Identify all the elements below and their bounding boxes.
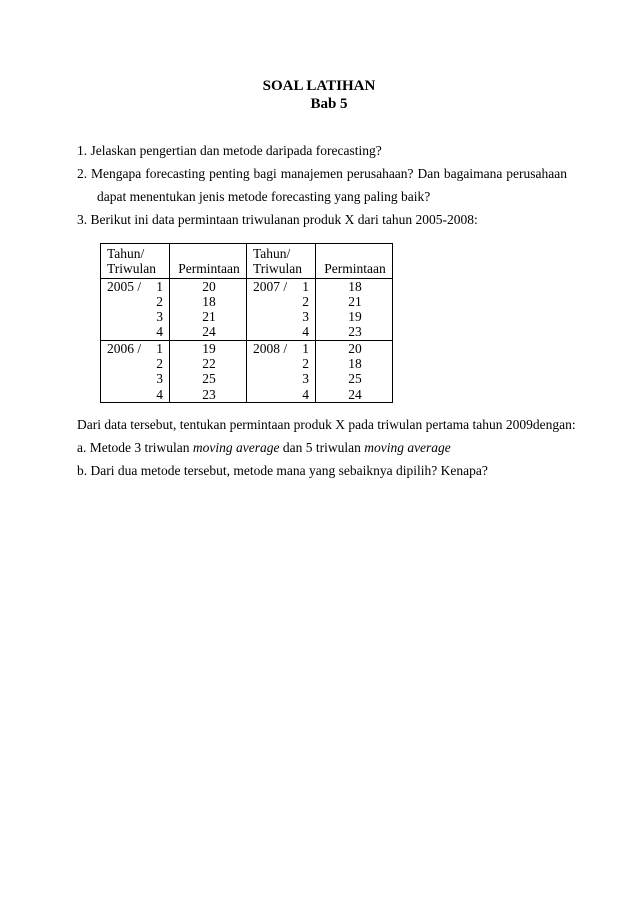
instruction-a-prefix: a. Metode 3 triwulan	[77, 440, 193, 455]
cell-year-quarter-right	[247, 387, 316, 403]
header-text: Tahun/	[107, 246, 145, 261]
cell-year-quarter-right	[247, 371, 316, 386]
cell-year: 2005 /	[107, 278, 142, 294]
cell-quarter: 3	[156, 371, 163, 387]
cell-demand-left: 22	[170, 356, 247, 371]
cell-quarter: 1	[302, 278, 309, 294]
cell-quarter: 1	[302, 340, 309, 356]
cell-quarter: 1	[156, 340, 163, 356]
header-permintaan-right	[316, 244, 393, 279]
cell-demand-left: 21	[170, 309, 247, 324]
document-title: SOAL LATIHAN	[262, 78, 376, 94]
cell-year-quarter-left	[101, 356, 170, 371]
cell-quarter: 4	[156, 386, 163, 402]
cell-quarter: 2	[302, 293, 309, 309]
table-body	[101, 278, 393, 402]
cell-year-quarter-left	[101, 387, 170, 403]
cell-quarter: 4	[302, 324, 309, 340]
cell-year-quarter-right	[247, 324, 316, 340]
title-block	[0, 77, 638, 113]
instruction-a	[77, 440, 567, 456]
cell-quarter: 3	[302, 371, 309, 387]
cell-demand-right: 18	[316, 278, 393, 294]
cell-year-quarter-right	[247, 340, 316, 356]
table-row	[101, 278, 393, 294]
table-row	[101, 340, 393, 356]
cell-demand-right: 18	[316, 356, 393, 371]
cell-year-quarter-left	[101, 324, 170, 340]
document-subtitle: Bab 5	[310, 96, 348, 112]
cell-demand-right: 24	[316, 387, 393, 403]
cell-year-quarter-left	[101, 371, 170, 386]
cell-year: 2007 /	[253, 278, 288, 294]
table-row	[101, 294, 393, 309]
cell-demand-right: 23	[316, 324, 393, 340]
cell-year-quarter-right	[247, 294, 316, 309]
cell-year: 2008 /	[253, 340, 288, 356]
cell-quarter: 2	[156, 293, 163, 309]
question-1: 1. Jelaskan pengertian dan metode daripada forecasting?	[77, 143, 382, 158]
instruction-b: b. Dari dua metode tersebut, metode mana yang sebaiknya dipilih? Kenapa?	[77, 463, 488, 478]
cell-demand-left: 20	[170, 278, 247, 294]
cell-demand-left: 25	[170, 371, 247, 386]
cell-year-quarter-right	[247, 356, 316, 371]
cell-quarter: 4	[156, 324, 163, 340]
question-3: 3. Berikut ini data permintaan triwulanan produk X dari tahun 2005-2008:	[77, 212, 478, 227]
cell-year-quarter-left	[101, 294, 170, 309]
cell-demand-left: 24	[170, 324, 247, 340]
header-text: Permintaan	[324, 261, 386, 277]
question-2-line-2: dapat menentukan jenis metode forecasting yang paling baik?	[97, 189, 431, 204]
cell-demand-right: 25	[316, 371, 393, 386]
question-2-line-1: 2. Mengapa forecasting penting bagi manajemen perusahaan? Dan bagaimana perusahaan	[77, 166, 567, 181]
cell-year: 2006 /	[107, 340, 142, 356]
cell-year-quarter-left	[101, 309, 170, 324]
instruction-a-term-2: moving average	[364, 440, 451, 455]
cell-year-quarter-left	[101, 340, 170, 356]
cell-quarter: 3	[156, 309, 163, 325]
cell-year-quarter-left	[101, 278, 170, 294]
cell-year-quarter-right	[247, 278, 316, 294]
header-tahun-triwulan-right	[247, 244, 316, 279]
cell-demand-left: 23	[170, 387, 247, 403]
header-text: Permintaan	[178, 261, 240, 277]
cell-demand-right: 21	[316, 294, 393, 309]
table-row	[101, 309, 393, 324]
cell-quarter: 4	[302, 386, 309, 402]
instruction-a-term-1: moving average	[192, 440, 280, 455]
cell-demand-left: 18	[170, 294, 247, 309]
header-text: Triwulan	[253, 261, 303, 277]
instruction-a-middle: dan 5 triwulan	[279, 440, 365, 455]
header-tahun-triwulan-left	[101, 244, 170, 279]
header-text: Triwulan	[107, 261, 157, 277]
header-permintaan-left	[170, 244, 247, 279]
cell-quarter: 3	[302, 309, 309, 325]
cell-quarter: 2	[156, 356, 163, 372]
cell-quarter: 2	[302, 356, 309, 372]
instruction-intro: Dari data tersebut, tentukan permintaan produk X pada triwulan pertama tahun 2009dengan:	[77, 417, 576, 432]
table-row	[101, 387, 393, 403]
cell-demand-right: 20	[316, 340, 393, 356]
cell-demand-right: 19	[316, 309, 393, 324]
demand-table	[100, 243, 393, 403]
table-header-row	[101, 244, 393, 279]
table-row	[101, 371, 393, 386]
table-row	[101, 356, 393, 371]
cell-demand-left: 19	[170, 340, 247, 356]
table-row	[101, 324, 393, 340]
header-text: Tahun/	[253, 246, 291, 261]
cell-year-quarter-right	[247, 309, 316, 324]
cell-quarter: 1	[156, 278, 163, 294]
